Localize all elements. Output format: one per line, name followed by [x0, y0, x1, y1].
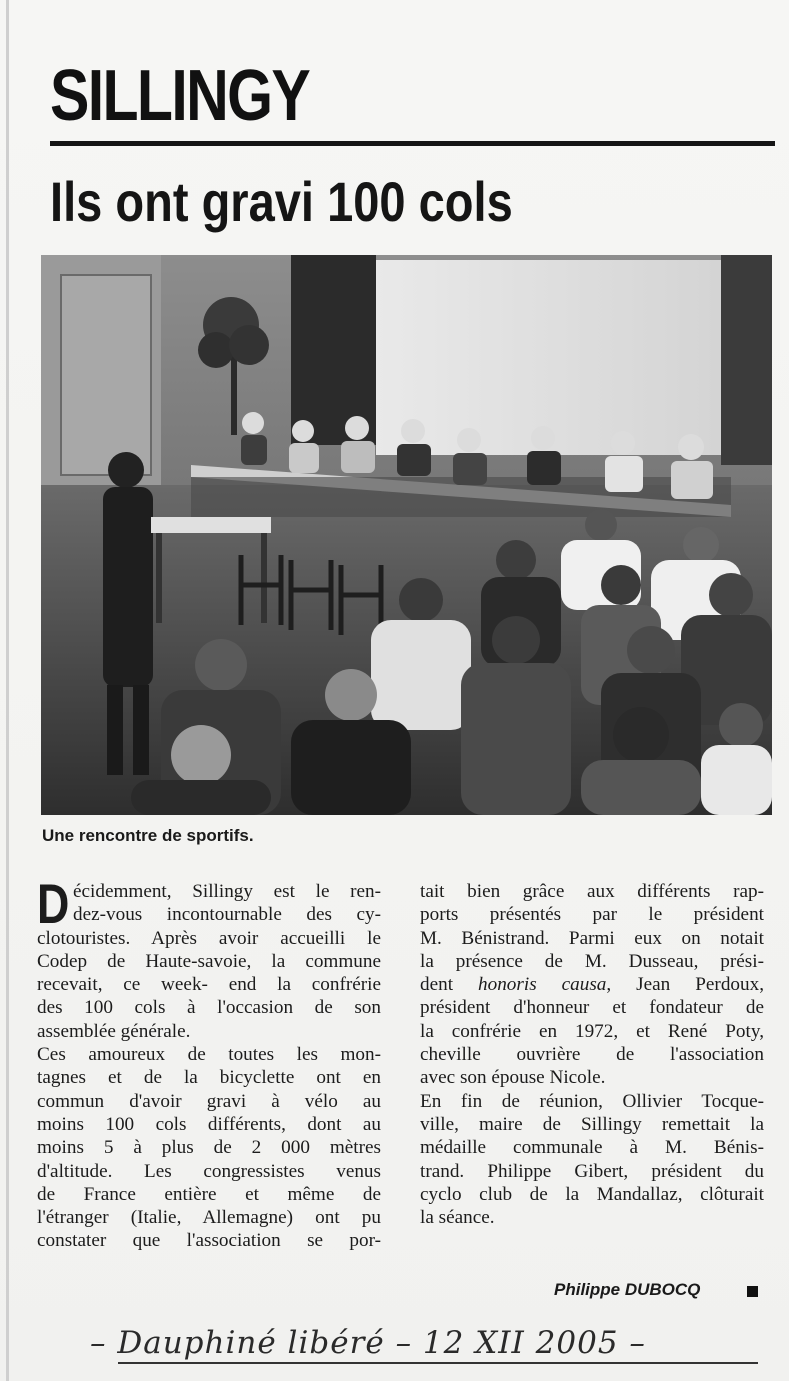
column1-line: de France entière et même de	[37, 1183, 381, 1205]
photo-caption: Une rencontre de sportifs.	[42, 826, 254, 845]
column2-line: cyclo club de la Mandallaz, clôturait	[420, 1183, 764, 1205]
end-mark-icon	[747, 1286, 758, 1297]
column1-line: dez-vous incontournable des cy-	[73, 904, 381, 926]
column2-line: tait bien grâce aux différents rap-	[420, 881, 764, 902]
author-byline: Philippe DUBOCQ	[554, 1280, 701, 1299]
honoris-causa-italic: honoris causa	[478, 974, 607, 996]
handwritten-underline	[118, 1362, 758, 1364]
column1-line: l'étranger (Italie, Allemagne) ont pu	[37, 1207, 381, 1229]
column1-line: constater que l'association se por-	[37, 1230, 381, 1252]
column1-line: Codep de Haute-savoie, la commune	[37, 950, 381, 972]
drop-cap: D	[37, 872, 70, 935]
section-kicker: SILLINGY	[50, 56, 310, 136]
article-column-2	[420, 880, 764, 1229]
column1-line: Ces amoureux de toutes les mon-	[37, 1044, 381, 1066]
article-column-1	[37, 872, 381, 1253]
column2-line: trand. Philippe Gibert, président du	[420, 1160, 764, 1182]
column2-line: la confrérie en 1972, et René Poty,	[420, 1020, 764, 1042]
column1-line: d'altitude. Les congressistes venus	[37, 1160, 381, 1182]
column1-line: recevait, ce week- end la confrérie	[37, 974, 381, 996]
column1-line: moins 100 cols différents, dont au	[37, 1113, 381, 1135]
meeting-photo-illustration	[41, 255, 772, 815]
column1-line: assemblée générale.	[37, 1020, 191, 1042]
column2-line: avec son épouse Nicole.	[420, 1067, 606, 1089]
column1-line: tagnes et de la bicyclette ont en	[37, 1067, 381, 1089]
column2-line: président d'honneur et fondateur de	[420, 997, 764, 1019]
handwritten-source-note: – Dauphiné libéré – 12 XII 2005 –	[90, 1325, 646, 1361]
column1-line: moins 5 à plus de 2 000 mètres	[37, 1137, 381, 1159]
column2-line: ville, maire de Sillingy remettait la	[420, 1113, 764, 1135]
column2-line-italic	[420, 973, 764, 996]
column2-italic-post: , Jean Perdoux,	[606, 974, 764, 996]
column2-line: M. Bénistrand. Parmi eux on notait	[420, 927, 764, 949]
article-photo	[41, 255, 772, 815]
column2-line: la présence de M. Dusseau, prési-	[420, 950, 764, 972]
column1-line: commun d'avoir gravi à vélo au	[37, 1090, 381, 1112]
column2-line: ports présentés par le président	[420, 904, 764, 926]
scan-edge	[6, 0, 9, 1381]
column2-line: cheville ouvrière de l'association	[420, 1044, 764, 1066]
column1-line: écidemment, Sillingy est le ren-	[73, 881, 381, 902]
column2-line: En fin de réunion, Ollivier Tocque-	[420, 1090, 764, 1112]
column2-italic-pre: dent	[420, 974, 479, 996]
column2-line: médaille communale à M. Bénis-	[420, 1137, 764, 1159]
column1-line: des 100 cols à l'occasion de son	[37, 997, 381, 1019]
column2-line: la séance.	[420, 1207, 495, 1229]
article-headline: Ils ont gravi 100 cols	[50, 170, 513, 233]
column1-line: clotouristes. Après avoir accueilli le	[37, 927, 381, 949]
kicker-rule	[50, 141, 775, 146]
